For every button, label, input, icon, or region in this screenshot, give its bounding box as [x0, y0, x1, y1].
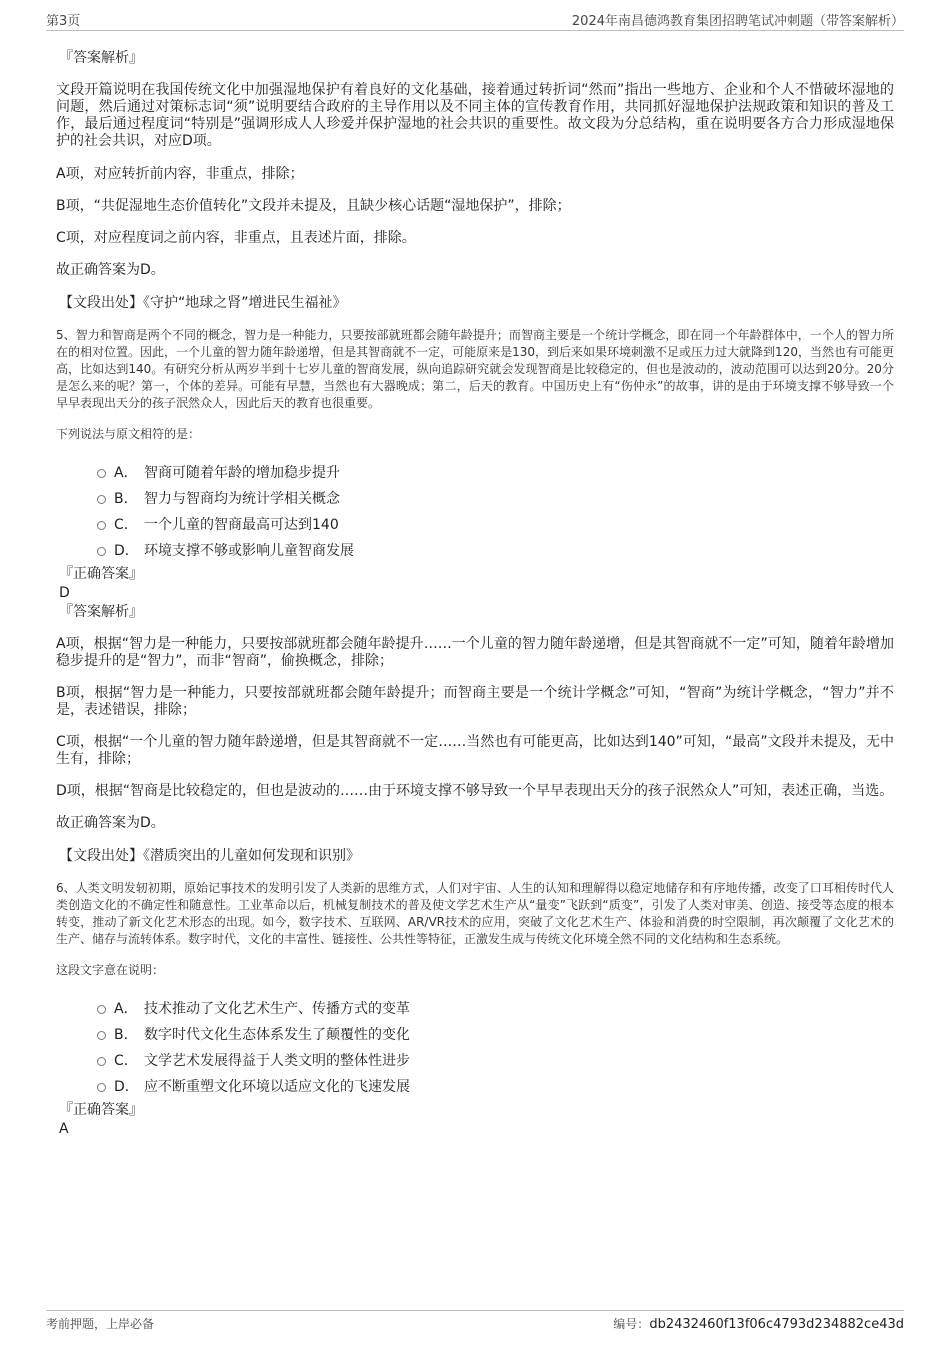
radio-button[interactable]: [97, 1057, 106, 1066]
correct-answer-label: 『正确答案』: [59, 566, 143, 582]
question-passage: 智力和智商是两个不同的概念，智力是一种能力，只要按部就班都会随年龄提升；而智商主要是一个统计学概念，即在同一个年龄群体中，一个人的智力所在的相对位置。因此，一个儿童的智力随年龄递增，但是其智商就不一定，可能原来是130，到后来如果环境刺激不足或压力过大就降到120，当然也有可能更高，比如达到140。有研究分析从两岁半到十七岁儿童的智商发展，纵向追踪研究就会发现智商是比较稳定的，但也是波动的，波动范围可以达到20分。20分是怎么来的呢？第一，个体的差异。可能有早慧，当然也有大器晚成；第二，后天的教育。中国历史上有“伤仲永”的故事，讲的是由于环境支撑不够导致一个早早表现出天分的孩子泯然众人，因此后天的教育也很重要。: [56, 328, 894, 410]
correct-answer: D: [59, 585, 70, 601]
page-content: [56, 44, 894, 1138]
option-text: 一个儿童的智商最高可达到140: [144, 517, 339, 533]
option-letter: A．: [114, 1001, 138, 1017]
radio-button[interactable]: [97, 495, 106, 504]
analysis-paragraph: A项，根据“智力是一种能力，只要按部就班都会随年龄提升……一个儿童的智力随年龄递增，但是其智商就不一定”可知，随着年龄增加稳步提升的是“智力”，而非“智商”，偷换概念，排除；: [56, 636, 894, 669]
analysis-paragraph: B项，“共促湿地生态价值转化”文段并未提及，且缺少核心话题“湿地保护”，排除；: [56, 198, 571, 214]
option-d[interactable]: [56, 538, 894, 564]
analysis-conclusion: 故正确答案为D。: [56, 815, 165, 831]
option-text: 文学艺术发展得益于人类文明的整体性进步: [144, 1053, 410, 1069]
code-label: 编号：: [613, 1317, 650, 1331]
page-number: 第3页: [46, 14, 81, 29]
radio-button[interactable]: [97, 1031, 106, 1040]
page-header: [46, 8, 904, 31]
question-6-prompt: 这段文字意在说明：: [56, 963, 165, 977]
option-c[interactable]: [56, 1048, 894, 1074]
option-letter: C．: [114, 1053, 138, 1069]
question-6-options: [56, 996, 894, 1100]
question-passage: 人类文明发轫初期，原始记事技术的发明引发了人类新的思维方式，人们对宇宙、人生的认知和理解得以稳定地储存和有序地传播，改变了口耳相传时代人类创造文化的不确定性和随意性。工业革命以后，机械复制技术的普及使文学艺术生产从“量变”飞跃到“质变”，引发了人类对审美、创造、接受等态度的根本转变，推动了新文化艺术形态的出现。如今，数字技术、互联网、AR/VR技术的应用，突破了文化艺术生产、体验和消费的时空限制，再次颠覆了文化艺术的生产、储存与流转体系。数字时代，文化的丰富性、链接性、公共性等特征，正激发生成与传统文化环境全然不同的文化结构和生态系统。: [56, 881, 894, 946]
option-a[interactable]: [56, 996, 894, 1022]
footer-slogan: 考前押题，上岸必备: [46, 1317, 155, 1331]
option-text: 数字时代文化生态体系发生了颠覆性的变化: [144, 1027, 410, 1043]
analysis-paragraph: C项，对应程度词之前内容，非重点，且表述片面，排除。: [56, 230, 416, 246]
option-text: 智商可随着年龄的增加稳步提升: [144, 465, 340, 481]
option-d[interactable]: [56, 1074, 894, 1100]
source-label: 【文段出处】: [59, 848, 143, 864]
question-number: 6、: [56, 881, 76, 895]
option-b[interactable]: [56, 486, 894, 512]
question-5-options: [56, 460, 894, 564]
radio-button[interactable]: [97, 521, 106, 530]
source-title: 《潜质突出的儿童如何发现和识别》: [143, 848, 360, 864]
question-6-passage: [56, 880, 894, 948]
radio-button[interactable]: [97, 547, 106, 556]
radio-button[interactable]: [97, 1005, 106, 1014]
source-citation: [59, 847, 894, 865]
analysis-conclusion: 故正确答案为D。: [56, 262, 165, 278]
option-text: 环境支撑不够或影响儿童智商发展: [144, 543, 354, 559]
option-letter: D．: [114, 1079, 139, 1095]
analysis-paragraph: B项，根据“智力是一种能力，只要按部就班都会随年龄提升；而智商主要是一个统计学概念”可知，“智商”为统计学概念，“智力”并不是，表述错误，排除；: [56, 685, 894, 718]
option-text: 智力与智商均为统计学相关概念: [144, 491, 340, 507]
page-footer: [46, 1310, 904, 1335]
analysis-paragraph: D项，根据“智商是比较稳定的，但也是波动的……由于环境支撑不够导致一个早早表现出天分的孩子泯然众人”可知，表述正确，当选。: [56, 783, 894, 799]
analysis-paragraph: 文段开篇说明在我国传统文化中加强湿地保护有着良好的文化基础，接着通过转折词“然而”指出一些地方、企业和个人不惜破坏湿地的问题，然后通过对策标志词“须”说明要结合政府的主导作用以及不同主体的宣传教育作用，共同抓好湿地保护法规政策和知识的普及工作，最后通过程度词“特别是”强调形成人人珍爱并保护湿地的社会共识的重要性。故文段为分总结构，重在说明要各方合力形成湿地保护的社会共识，对应D项。: [56, 82, 894, 149]
option-letter: B．: [114, 1027, 138, 1043]
code-value: db2432460f13f06c4793d234882ce43d: [649, 1317, 904, 1332]
option-b[interactable]: [56, 1022, 894, 1048]
option-a[interactable]: [56, 460, 894, 486]
source-title: 《守护“地球之肾”增进民生福祉》: [143, 295, 347, 311]
option-letter: A．: [114, 465, 138, 481]
analysis-paragraph: C项，根据“一个儿童的智力随年龄递增，但是其智商就不一定……当然也有可能更高，比如达到140”可知，“最高”文段并未提及，无中生有，排除；: [56, 734, 894, 767]
question-5-passage: [56, 327, 894, 412]
source-label: 【文段出处】: [59, 295, 143, 311]
correct-answer: A: [59, 1121, 69, 1137]
option-letter: B．: [114, 491, 138, 507]
document-code: [613, 1315, 904, 1332]
question-number: 5、: [56, 328, 76, 342]
option-letter: C．: [114, 517, 138, 533]
option-text: 技术推动了文化艺术生产、传播方式的变革: [144, 1001, 410, 1017]
correct-answer-label: 『正确答案』: [59, 1102, 143, 1118]
document-title: 2024年南昌德鸿教育集团招聘笔试冲刺题（带答案解析）: [571, 14, 904, 29]
analysis-label: 『答案解析』: [59, 50, 143, 66]
radio-button[interactable]: [97, 469, 106, 478]
analysis-paragraph: A项，对应转折前内容，非重点，排除；: [56, 166, 304, 182]
option-letter: D．: [114, 543, 139, 559]
option-text: 应不断重塑文化环境以适应文化的飞速发展: [144, 1079, 410, 1095]
source-citation: [59, 294, 894, 312]
option-c[interactable]: [56, 512, 894, 538]
analysis-label: 『答案解析』: [59, 604, 143, 620]
radio-button[interactable]: [97, 1083, 106, 1092]
question-5-prompt: 下列说法与原文相符的是：: [56, 427, 201, 441]
